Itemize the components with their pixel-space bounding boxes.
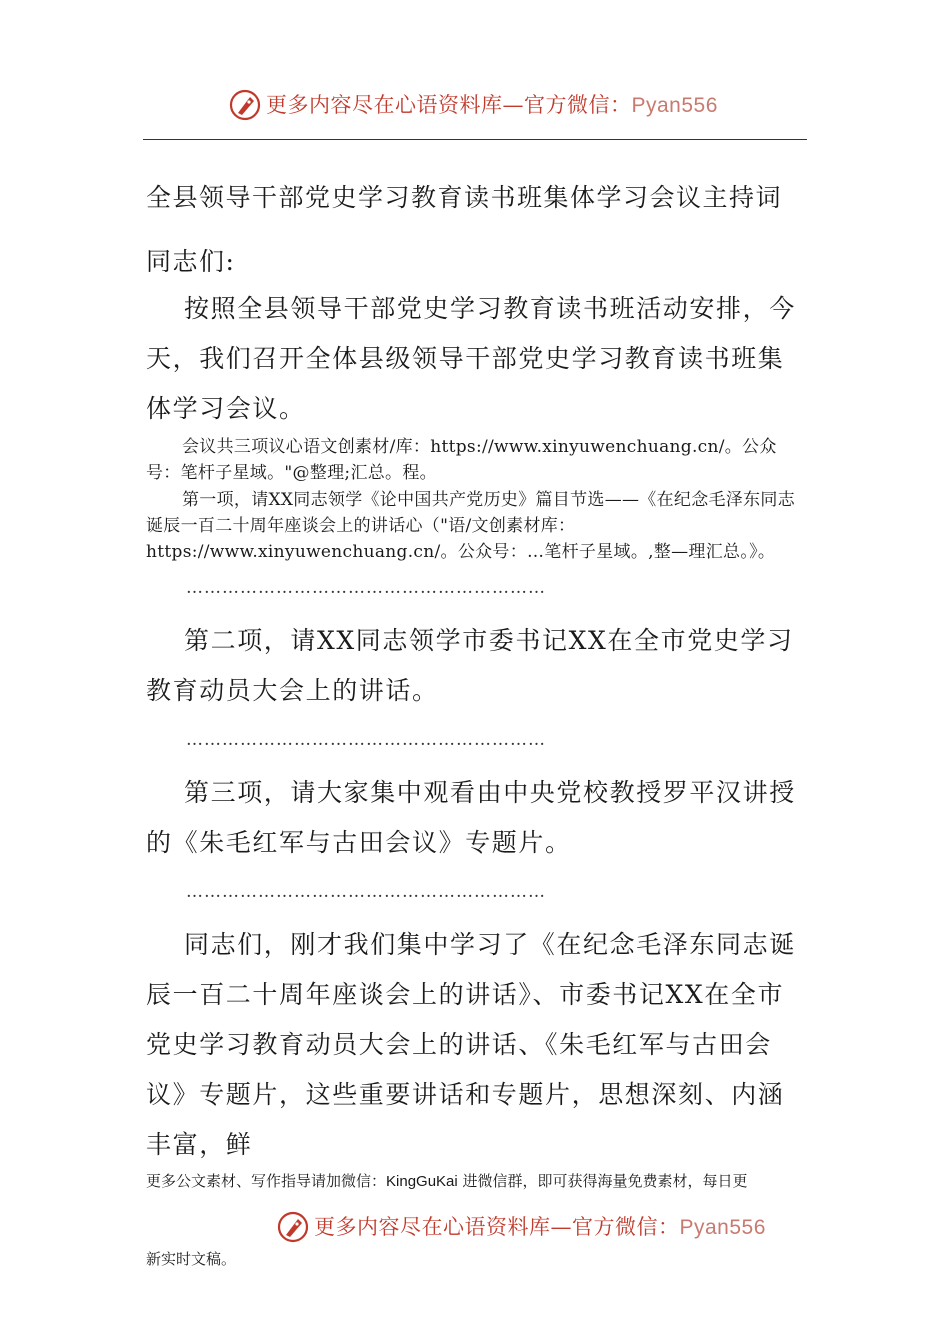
header-divider bbox=[143, 139, 807, 140]
ellipsis-divider: …………………………………………………… bbox=[186, 730, 546, 750]
header-banner bbox=[0, 84, 950, 124]
ellipsis-divider: …………………………………………………… bbox=[186, 578, 546, 598]
paragraph-item-one: 第一项，请XX同志领学《论中国共产党历史》篇目节选——《在纪念毛泽东同志诞辰一百二十周年座谈会上的讲话心（"语/文创素材库：https://www.xinyuwenchuang.cn/。公众号：…笔杆子星域。,整—理汇总。》。 bbox=[146, 490, 796, 562]
banner-wechat-id: Pyan556 bbox=[631, 94, 718, 117]
document-title: 全县领导干部党史学习教育读书班集体学习会议主持词 bbox=[146, 183, 783, 212]
footer-promo-line: 更多公文素材、写作指导请加微信：KingGuKai 进微信群，即可获得海量免费素材，每日更 bbox=[146, 1172, 748, 1190]
pen-nib-logo-icon bbox=[276, 1210, 310, 1244]
paragraph-summary: 同志们，刚才我们集中学习了《在纪念毛泽东同志诞辰一百二十周年座谈会上的讲话》、市委书记XX在全市党史学习教育动员大会上的讲话、《朱毛红军与古田会议》专题片，这些重要讲话和专题片，思想深刻、内涵丰富，鲜 bbox=[146, 930, 796, 1159]
paragraph-item-two: 第二项，请XX同志领学市委书记XX在全市党史学习教育动员大会上的讲话。 bbox=[146, 626, 794, 705]
paragraph-intro: 按照全县领导干部党史学习教育读书班活动安排，今天，我们召开全体县级领导干部党史学习教育读书班集体学习会议。 bbox=[146, 294, 796, 423]
paragraph-agenda-overview: 会议共三项议心语文创素材/库：https://www.xinyuwenchuang.cn/。公众号：笔杆子星域。"@整理;汇总。程。 bbox=[146, 437, 777, 483]
banner-wechat-id: Pyan556 bbox=[679, 1216, 766, 1239]
banner-text: 更多内容尽在心语资料库—官方微信：Pyan556 bbox=[314, 1215, 766, 1239]
footer-wechat-id: KingGuKai bbox=[386, 1173, 458, 1190]
footer-promo-line-2: 新实时文稿。 bbox=[146, 1250, 237, 1268]
footer-banner bbox=[0, 1206, 950, 1246]
pen-nib-logo-icon bbox=[228, 88, 262, 122]
paragraph-item-three: 第三项，请大家集中观看由中央党校教授罗平汉讲授的《朱毛红军与古田会议》专题片。 bbox=[146, 778, 796, 857]
ellipsis-divider: …………………………………………………… bbox=[186, 882, 546, 902]
greeting: 同志们: bbox=[146, 247, 236, 276]
banner-text: 更多内容尽在心语资料库—官方微信：Pyan556 bbox=[266, 93, 718, 117]
